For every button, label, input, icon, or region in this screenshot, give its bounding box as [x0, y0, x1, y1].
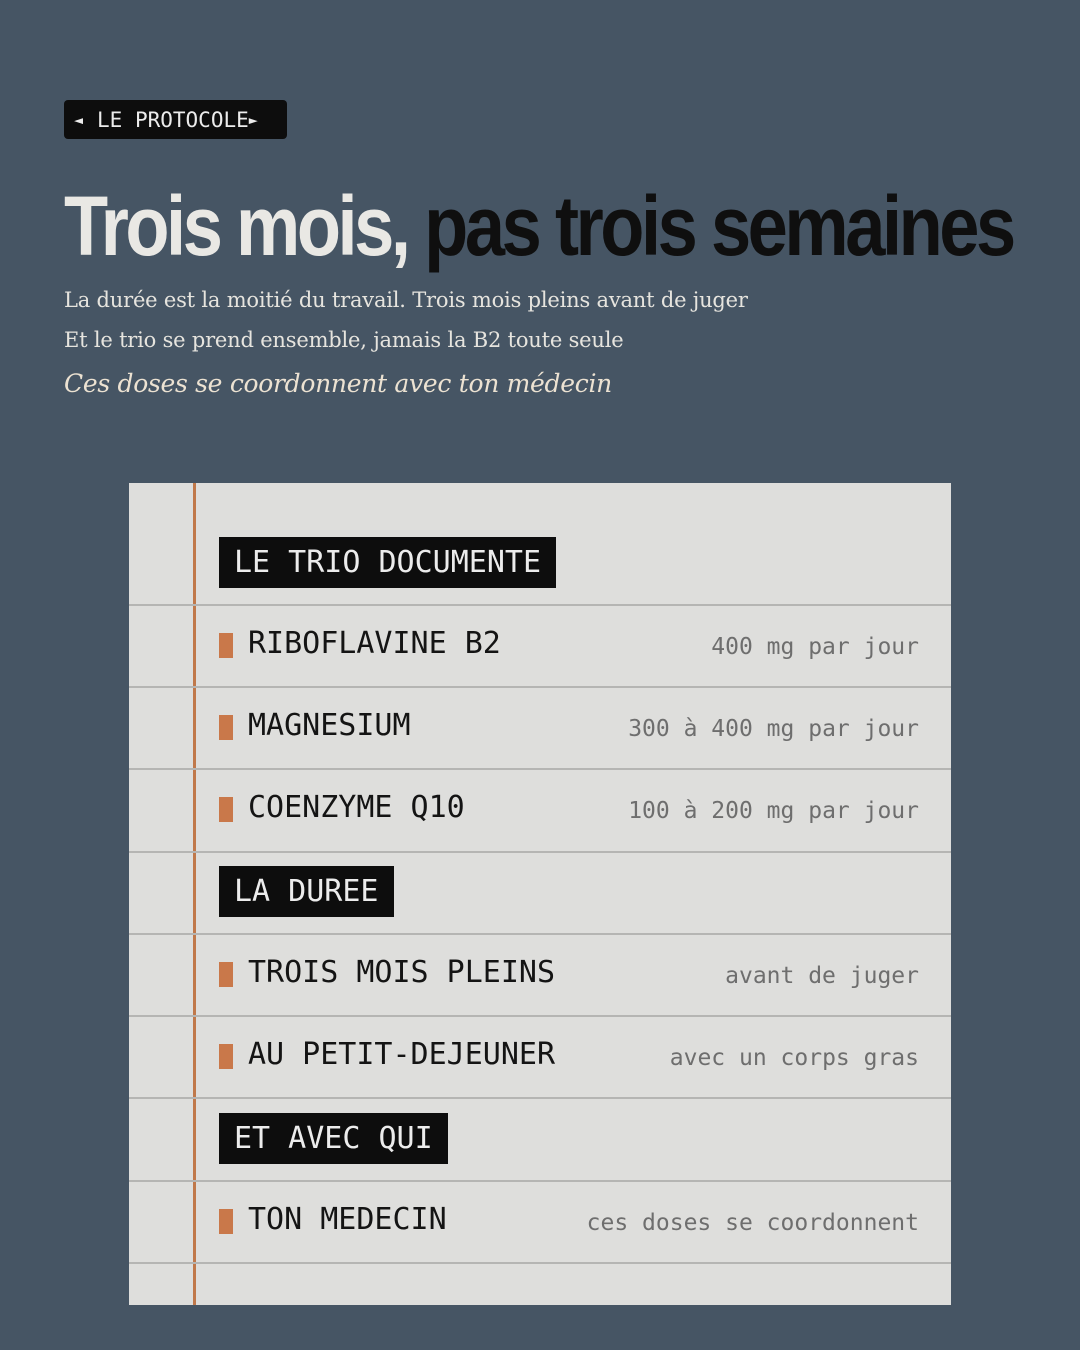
- item-value: ces doses se coordonnent: [586, 1210, 919, 1236]
- arrow-right-icon: ►: [248, 110, 258, 129]
- bullet-marker: [219, 715, 233, 740]
- item-name: TON MEDECIN: [248, 1202, 447, 1237]
- item-name: MAGNESIUM: [248, 708, 411, 743]
- list-item: [129, 1182, 951, 1264]
- section-label-duree: LA DUREE: [219, 866, 394, 917]
- item-value: 100 à 200 mg par jour: [628, 798, 919, 824]
- item-value: 400 mg par jour: [711, 634, 919, 660]
- subline-trio: Et le trio se prend ensemble, jamais la B2 toute seule: [64, 328, 624, 352]
- headline-dark: pas trois semaines: [424, 179, 1013, 273]
- list-item: [129, 606, 951, 688]
- section-label-trio: LE TRIO DOCUMENTE: [219, 537, 556, 588]
- bullet-marker: [219, 962, 233, 987]
- item-value: avant de juger: [725, 963, 919, 989]
- list-item: [129, 770, 951, 852]
- list-item: [129, 688, 951, 770]
- item-name: TROIS MOIS PLEINS: [248, 955, 556, 990]
- headline: [64, 176, 1013, 276]
- item-value: avec un corps gras: [669, 1045, 919, 1071]
- protocol-card: [129, 483, 951, 1305]
- bullet-marker: [219, 1044, 233, 1069]
- item-value: 300 à 400 mg par jour: [628, 716, 919, 742]
- item-name: COENZYME Q10: [248, 790, 465, 825]
- protocol-badge: [64, 100, 287, 139]
- protocol-badge-label: LE PROTOCOLE: [97, 107, 249, 132]
- list-item: [129, 1017, 951, 1099]
- bullet-marker: [219, 797, 233, 822]
- section-label-avec-qui: ET AVEC QUI: [219, 1113, 448, 1164]
- bullet-marker: [219, 1209, 233, 1234]
- item-name: RIBOFLAVINE B2: [248, 626, 501, 661]
- headline-light: Trois mois,: [64, 179, 408, 273]
- list-item: [129, 935, 951, 1017]
- bullet-marker: [219, 633, 233, 658]
- subline-duration: La durée est la moitié du travail. Trois mois pleins avant de juger: [64, 288, 748, 312]
- doctor-note: Ces doses se coordonnent avec ton médecin: [64, 369, 612, 398]
- item-name: AU PETIT-DEJEUNER: [248, 1037, 556, 1072]
- arrow-left-icon: ◄: [74, 110, 84, 129]
